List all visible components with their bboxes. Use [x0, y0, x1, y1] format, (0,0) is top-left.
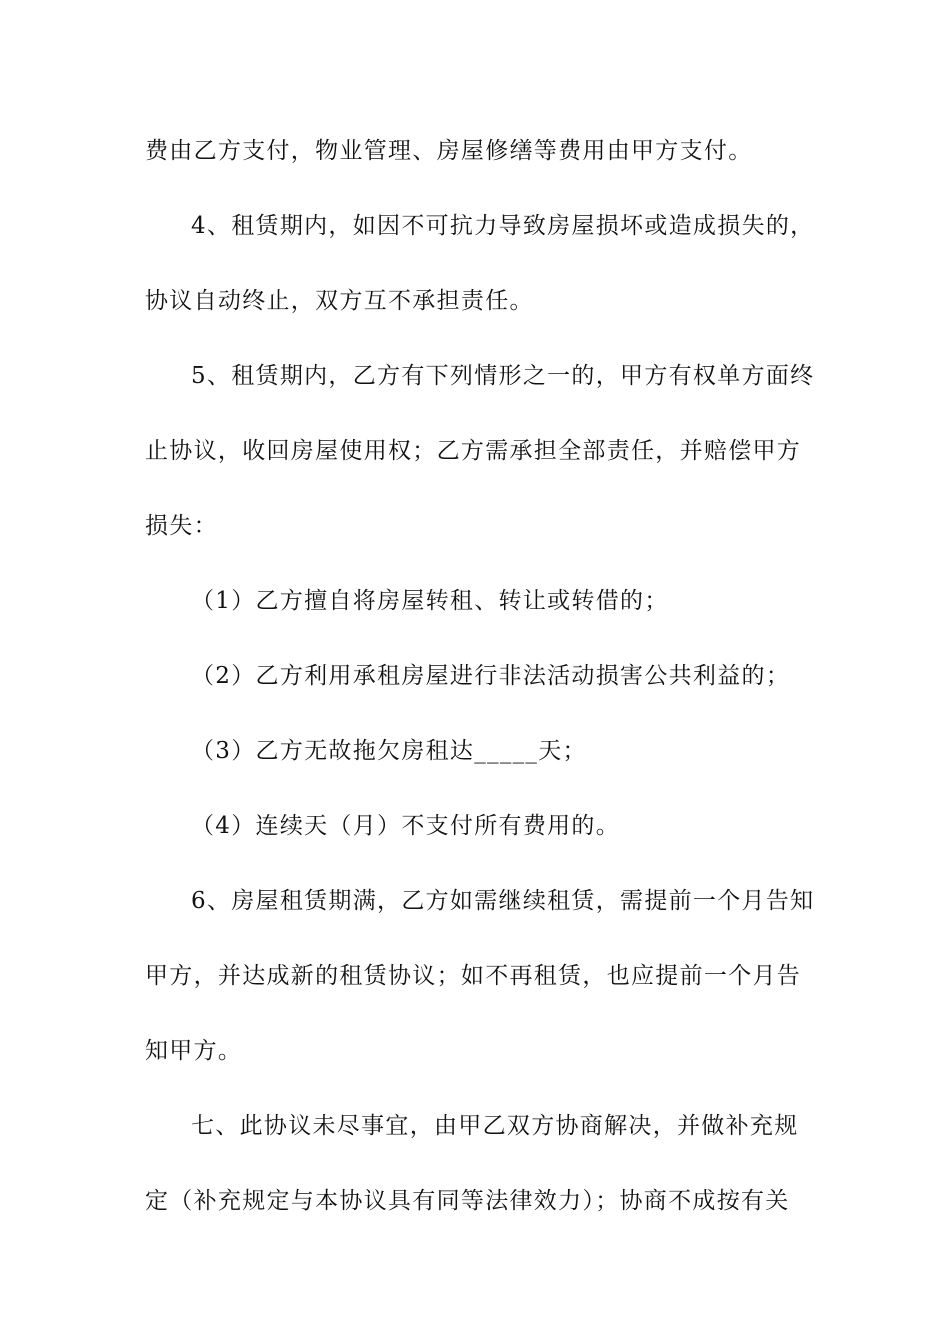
text-line: 损失： — [145, 513, 218, 539]
text-line: 甲方，并达成新的租赁协议；如不再租赁，也应提前一个月告 — [145, 963, 802, 989]
text-line: 七、此协议未尽事宜，由甲乙双方协商解决，并做补充规 — [191, 1113, 799, 1139]
text-line: 6、房屋租赁期满，乙方如需继续租赁，需提前一个月告知 — [191, 888, 815, 914]
text-line: 定（补充规定与本协议具有同等法律效力）；协商不成按有关 — [145, 1188, 790, 1214]
list-item: （3）乙方无故拖欠房租达_____天； — [191, 738, 587, 764]
text-line: 止协议，收回房屋使用权；乙方需承担全部责任，并赔偿甲方 — [145, 438, 802, 464]
text-line: 知甲方。 — [145, 1038, 243, 1064]
text-line: 协议自动终止，双方互不承担责任。 — [145, 288, 534, 314]
list-item: （4）连续天（月）不支付所有费用的。 — [191, 813, 621, 839]
text-line: 5、租赁期内，乙方有下列情形之一的，甲方有权单方面终 — [191, 363, 815, 389]
list-item: （1）乙方擅自将房屋转租、转让或转借的； — [191, 588, 669, 614]
text-line: 4、租赁期内，如因不可抗力导致房屋损坏或造成损失的， — [191, 213, 815, 239]
list-item: （2）乙方利用承租房屋进行非法活动损害公共利益的； — [191, 663, 791, 689]
text-line: 费由乙方支付，物业管理、房屋修缮等费用由甲方支付。 — [145, 138, 753, 164]
